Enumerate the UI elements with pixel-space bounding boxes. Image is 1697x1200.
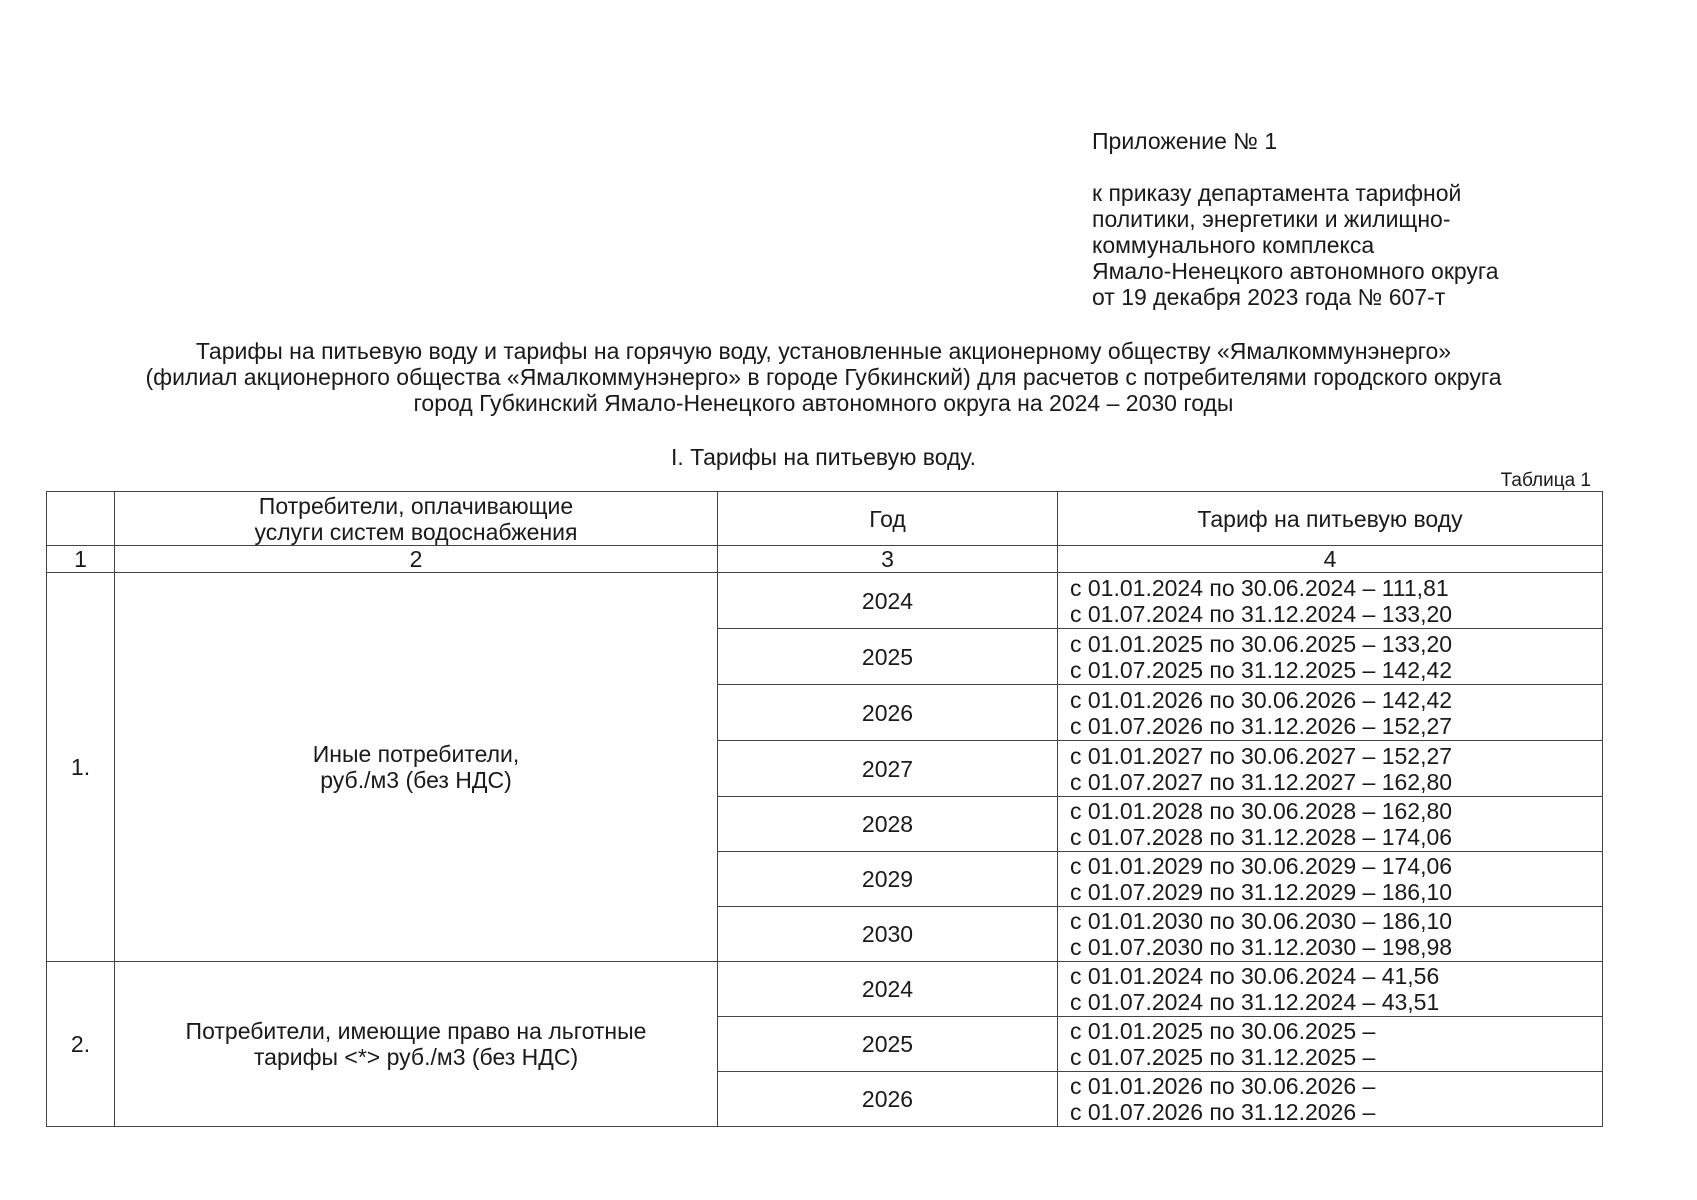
tariff-line: с 01.01.2024 по 30.06.2024 – 111,81	[1070, 574, 1449, 601]
tariff-line: с 01.07.2027 по 31.12.2027 – 162,80	[1070, 768, 1453, 795]
table-caption: Таблица 1	[1500, 470, 1591, 491]
appendix-line: политики, энергетики и жилищно-	[1092, 206, 1451, 232]
tariff-line: с 01.01.2025 по 30.06.2025 –	[1070, 1018, 1376, 1044]
year-cell: 2024	[718, 573, 1058, 629]
tariff-line: с 01.01.2030 по 30.06.2030 – 186,10	[1070, 908, 1453, 934]
table-header-row	[47, 492, 1603, 546]
tariff-line: с 01.01.2026 по 30.06.2026 –	[1070, 1073, 1376, 1099]
year-cell: 2026	[718, 1072, 1058, 1127]
group-number: 2.	[47, 962, 115, 1127]
header-consumers-line: Потребители, оплачивающие	[258, 492, 574, 519]
column-number: 3	[718, 546, 1058, 573]
tariff-line: с 01.01.2027 по 30.06.2027 – 152,27	[1070, 742, 1453, 769]
tariff-line: с 01.01.2025 по 30.06.2025 – 133,20	[1070, 630, 1453, 657]
consumer-line: руб./м3 (без НДС)	[320, 767, 512, 793]
tariff-cell	[1058, 685, 1603, 741]
tariff-line: с 01.07.2025 по 31.12.2025 –	[1070, 1044, 1376, 1070]
consumer-line: Иные потребители,	[312, 741, 520, 767]
tariff-line: с 01.07.2030 по 31.12.2030 – 198,98	[1070, 934, 1453, 960]
tariff-cell	[1058, 741, 1603, 797]
tariff-cell	[1058, 629, 1603, 685]
header-consumers	[115, 492, 718, 546]
header-tariff: Тариф на питьевую воду	[1058, 492, 1603, 546]
document-title-line: Тарифы на питьевую воду и тарифы на горячую воду, установленные акционерному обществу «Ямалкоммунэнерго»	[195, 338, 1452, 364]
document-title-line: город Губкинский Ямало-Ненецкого автономного округа на 2024 – 2030 годы	[413, 390, 1234, 416]
consumer-line: тарифы <*> руб./м3 (без НДС)	[253, 1044, 579, 1070]
header-number	[47, 492, 115, 546]
tariff-line: с 01.01.2028 по 30.06.2028 – 162,80	[1070, 798, 1453, 824]
tariff-line: с 01.01.2024 по 30.06.2024 – 41,56	[1070, 963, 1440, 989]
column-number: 2	[115, 546, 718, 573]
tariff-line: с 01.07.2026 по 31.12.2026 –	[1070, 1099, 1376, 1125]
year-cell: 2025	[718, 629, 1058, 685]
tariff-line: с 01.07.2025 по 31.12.2025 – 142,42	[1070, 656, 1453, 683]
tariff-line: с 01.07.2026 по 31.12.2026 – 152,27	[1070, 712, 1453, 739]
section-title: I. Тарифы на питьевую воду.	[670, 444, 977, 470]
table-row	[47, 573, 1603, 629]
appendix-title: Приложение № 1	[1092, 128, 1278, 154]
tariff-table	[46, 491, 1603, 1127]
header-consumers-line: услуги систем водоснабжения	[254, 518, 578, 545]
column-number: 4	[1058, 546, 1603, 573]
appendix-block	[1092, 128, 1499, 310]
tariff-cell	[1058, 907, 1603, 962]
document-title-line: (филиал акционерного общества «Ямалкоммунэнерго» в городе Губкинский) для расчетов с потребителями городского округа	[145, 364, 1502, 390]
header-year: Год	[718, 492, 1058, 546]
tariff-line: с 01.01.2029 по 30.06.2029 – 174,06	[1070, 853, 1453, 879]
column-number: 1	[47, 546, 115, 573]
tariff-cell	[1058, 1017, 1603, 1072]
tariff-line: с 01.07.2028 по 31.12.2028 – 174,06	[1070, 824, 1453, 850]
tariff-cell	[1058, 797, 1603, 852]
document-title	[40, 338, 1607, 416]
tariff-line: с 01.07.2029 по 31.12.2029 – 186,10	[1070, 879, 1453, 905]
year-cell: 2026	[718, 685, 1058, 741]
year-cell: 2030	[718, 907, 1058, 962]
tariff-cell	[1058, 573, 1603, 629]
year-cell: 2029	[718, 852, 1058, 907]
tariff-cell	[1058, 852, 1603, 907]
appendix-line: к приказу департамента тарифной	[1092, 180, 1462, 206]
tariff-line: с 01.07.2024 по 31.12.2024 – 133,20	[1070, 600, 1453, 627]
appendix-line: коммунального комплекса	[1092, 232, 1375, 258]
tariff-line: с 01.01.2026 по 30.06.2026 – 142,42	[1070, 686, 1453, 713]
appendix-line: от 19 декабря 2023 года № 607-т	[1092, 284, 1446, 310]
tariff-cell	[1058, 962, 1603, 1017]
table-row	[47, 962, 1603, 1017]
year-cell: 2024	[718, 962, 1058, 1017]
consumer-line: Потребители, имеющие право на льготные	[185, 1018, 647, 1044]
year-cell: 2027	[718, 741, 1058, 797]
group-number: 1.	[47, 573, 115, 962]
column-number-row	[47, 546, 1603, 573]
consumer-cell	[115, 573, 718, 962]
consumer-cell	[115, 962, 718, 1127]
year-cell: 2025	[718, 1017, 1058, 1072]
tariff-line: с 01.07.2024 по 31.12.2024 – 43,51	[1070, 989, 1440, 1015]
year-cell: 2028	[718, 797, 1058, 852]
appendix-line: Ямало-Ненецкого автономного округа	[1092, 258, 1499, 284]
tariff-cell	[1058, 1072, 1603, 1127]
